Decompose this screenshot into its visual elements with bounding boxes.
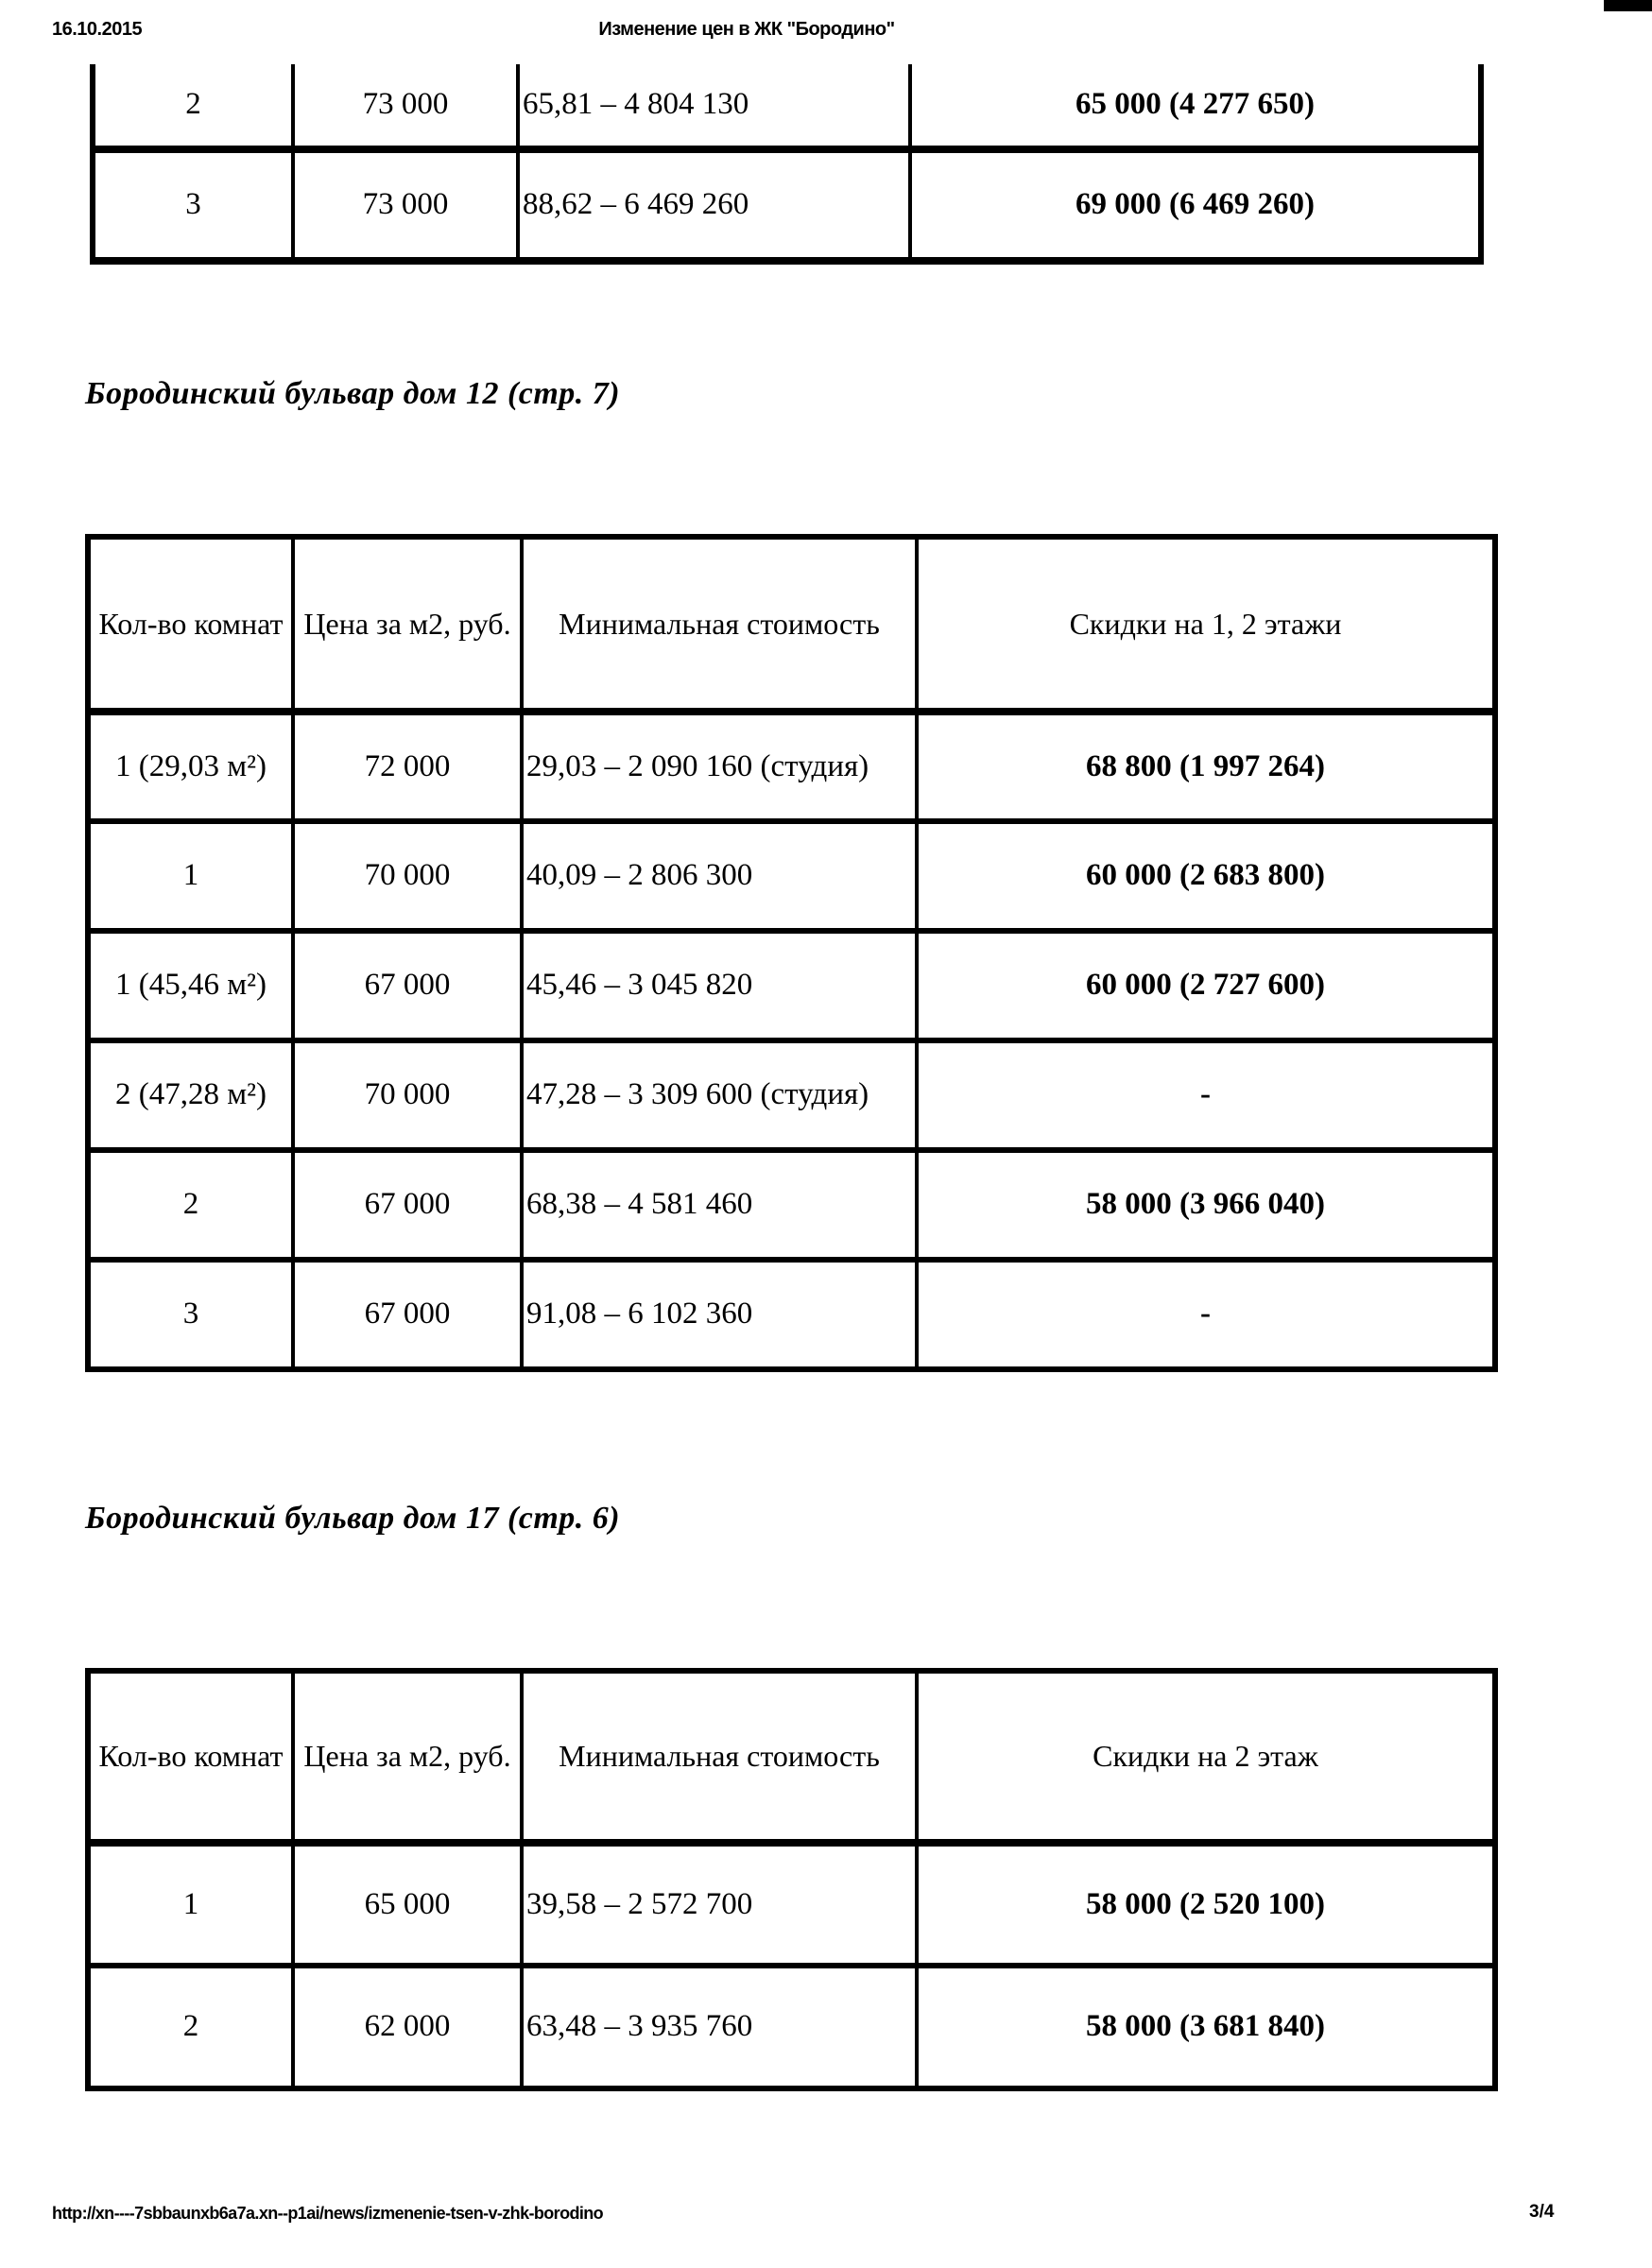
table-cell: 2 (47,28 м²) [88, 1040, 293, 1150]
column-header: Кол-во комнат [88, 1671, 293, 1843]
column-header: Цена за м2, руб. [293, 537, 522, 712]
table-cell: 58 000 (3 966 040) [917, 1150, 1495, 1260]
page-number: 3/4 [1529, 2202, 1555, 2222]
table-row [93, 149, 1481, 261]
table-row [93, 64, 1481, 149]
table-cell: 2 [88, 1966, 293, 2088]
table-cell: 1 [88, 1843, 293, 1966]
table-cell: 1 [88, 821, 293, 931]
table-header-row [88, 537, 1495, 712]
table-row [88, 1150, 1495, 1260]
section-heading-dom17: Бородинский бульвар дом 17 (стр. 6) [85, 1501, 621, 1536]
table-cell: 2 [93, 64, 293, 149]
table-cell: 1 (29,03 м²) [88, 712, 293, 821]
table-cell: 62 000 [293, 1966, 522, 2088]
column-header: Минимальная стоимость [522, 537, 917, 712]
table-cell: 45,46 – 3 045 820 [522, 931, 917, 1040]
table-cell: 88,62 – 6 469 260 [518, 149, 910, 261]
table-cell: 68,38 – 4 581 460 [522, 1150, 917, 1260]
table-cell: 72 000 [293, 712, 522, 821]
footer-url: http://xn----7sbbaunxb6a7a.xn--p1ai/news/izmenenie-tsen-v-zhk-borodino [52, 2204, 604, 2223]
price-table-dom12 [85, 534, 1498, 1372]
table-cell: 60 000 (2 727 600) [917, 931, 1495, 1040]
document-title: Изменение цен в ЖК "Бородино" [598, 19, 895, 40]
table-row [88, 821, 1495, 931]
table-row [88, 931, 1495, 1040]
table-cell: 65,81 – 4 804 130 [518, 64, 910, 149]
table-row [88, 712, 1495, 821]
table-row [88, 1843, 1495, 1966]
scan-artifact-corner [1604, 0, 1652, 11]
table-cell: 68 800 (1 997 264) [917, 712, 1495, 821]
table-cell: 29,03 – 2 090 160 (студия) [522, 712, 917, 821]
table-cell: 58 000 (2 520 100) [917, 1843, 1495, 1966]
table-cell: - [917, 1260, 1495, 1369]
table-cell: 40,09 – 2 806 300 [522, 821, 917, 931]
table-cell: 1 (45,46 м²) [88, 931, 293, 1040]
table-header-row [88, 1671, 1495, 1843]
table-cell: 73 000 [293, 149, 518, 261]
table-cell: 70 000 [293, 821, 522, 931]
table-cell: 91,08 – 6 102 360 [522, 1260, 917, 1369]
column-header: Скидки на 2 этаж [917, 1671, 1495, 1843]
table-cell: 60 000 (2 683 800) [917, 821, 1495, 931]
column-header: Кол-во комнат [88, 537, 293, 712]
price-table-dom17 [85, 1668, 1498, 2091]
price-table-continuation [90, 64, 1484, 265]
table-cell: - [917, 1040, 1495, 1150]
table-row [88, 1040, 1495, 1150]
table-cell: 47,28 – 3 309 600 (студия) [522, 1040, 917, 1150]
table-cell: 2 [88, 1150, 293, 1260]
table-cell: 3 [93, 149, 293, 261]
table-cell: 39,58 – 2 572 700 [522, 1843, 917, 1966]
table-cell: 70 000 [293, 1040, 522, 1150]
table-row [88, 1966, 1495, 2088]
table-cell: 63,48 – 3 935 760 [522, 1966, 917, 2088]
table-cell: 65 000 (4 277 650) [910, 64, 1481, 149]
table-cell: 67 000 [293, 1150, 522, 1260]
column-header: Минимальная стоимость [522, 1671, 917, 1843]
table-cell: 3 [88, 1260, 293, 1369]
table-cell: 67 000 [293, 1260, 522, 1369]
table-cell: 73 000 [293, 64, 518, 149]
table-cell: 69 000 (6 469 260) [910, 149, 1481, 261]
column-header: Скидки на 1, 2 этажи [917, 537, 1495, 712]
table-cell: 67 000 [293, 931, 522, 1040]
print-date: 16.10.2015 [52, 19, 143, 40]
table-cell: 65 000 [293, 1843, 522, 1966]
table-cell: 58 000 (3 681 840) [917, 1966, 1495, 2088]
table-row [88, 1260, 1495, 1369]
column-header: Цена за м2, руб. [293, 1671, 522, 1843]
section-heading-dom12: Бородинский бульвар дом 12 (стр. 7) [85, 376, 621, 411]
